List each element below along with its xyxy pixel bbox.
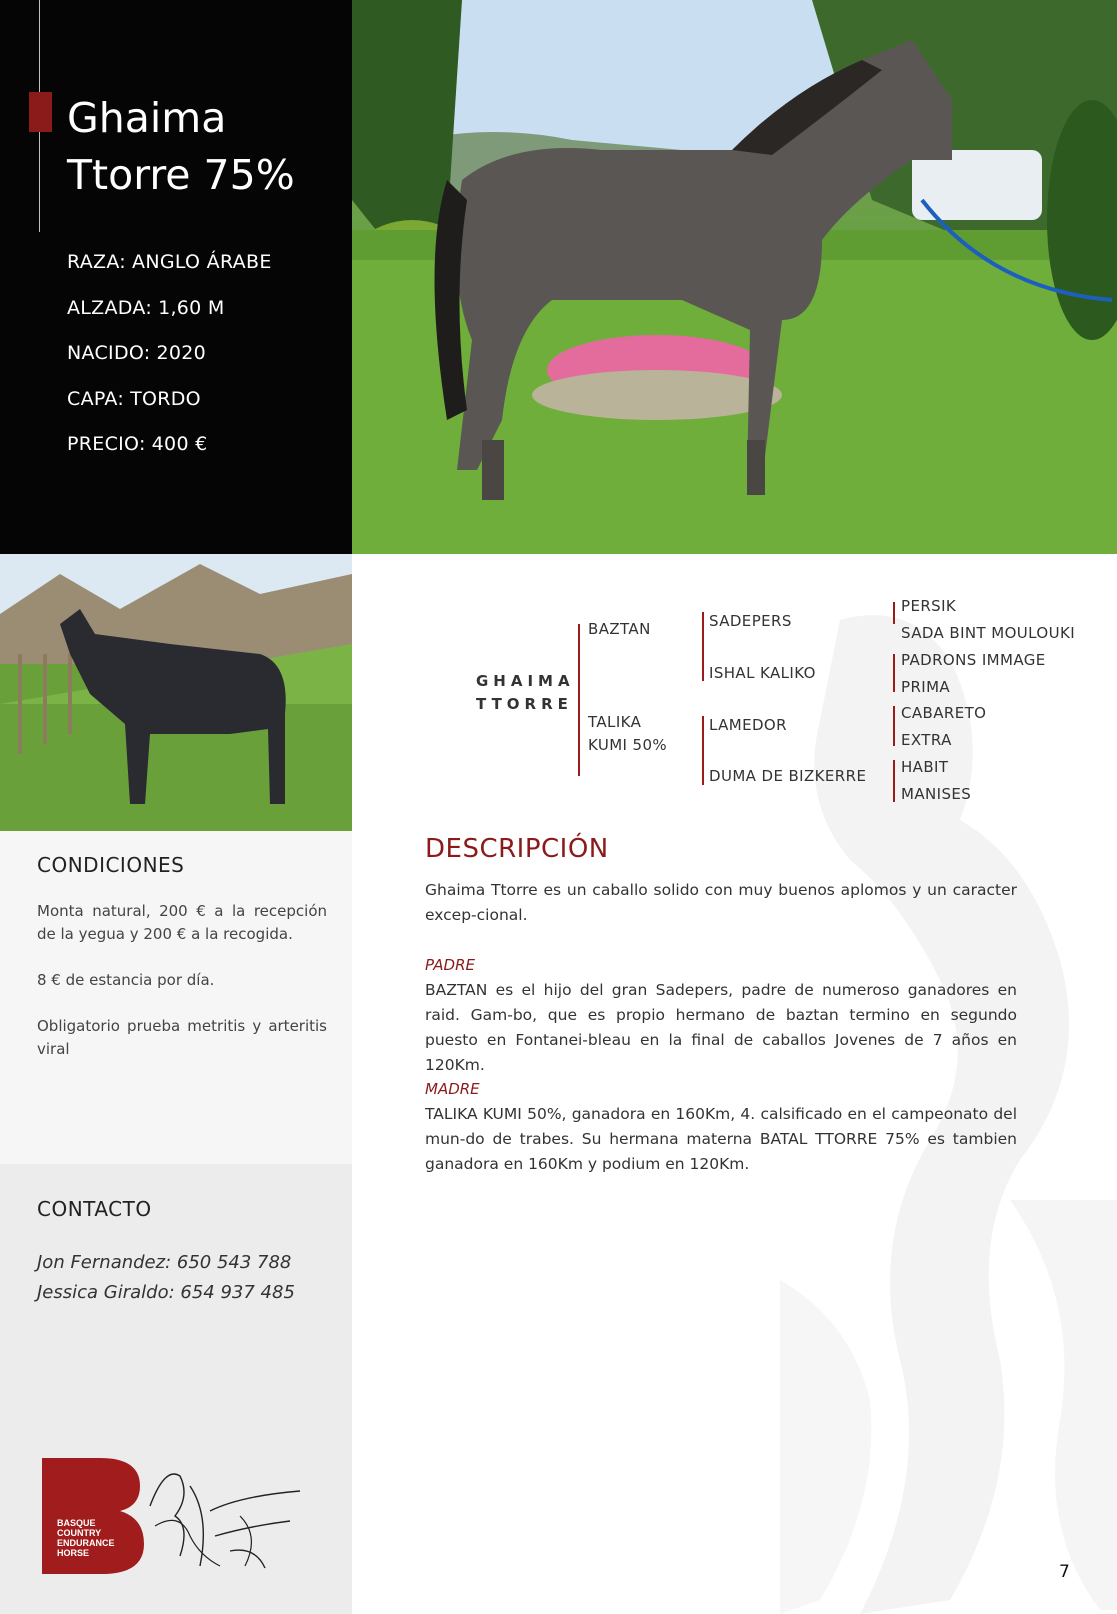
pedigree-grandparent: DUMA DE BIZKERRE: [709, 767, 867, 785]
basque-country-endurance-horse-logo: [40, 1456, 315, 1576]
pedigree-connector: [893, 602, 895, 624]
pedigree-dam: [588, 711, 667, 757]
condition-item: Monta natural, 200 € a la recepción de la yegua y 200 € a la recogida.: [37, 902, 327, 943]
spec-breed: [67, 251, 272, 273]
spec-height: [67, 297, 225, 319]
spec-label: NACIDO:: [67, 342, 151, 364]
spec-value: 2020: [156, 342, 207, 364]
pedigree-connector: [893, 706, 895, 746]
condition-item: 8 € de estancia por día.: [37, 971, 215, 989]
pedigree-root-line: TTORRE: [476, 695, 573, 713]
pedigree-great-grandparent: EXTRA: [901, 731, 952, 749]
pedigree-sire: BAZTAN: [588, 620, 651, 638]
spec-value: ANGLO ÁRABE: [132, 251, 272, 273]
spec-label: PRECIO:: [67, 433, 146, 455]
pedigree-dam-line: TALIKA: [588, 713, 642, 731]
horse-photo-secondary: [0, 554, 352, 831]
contact-line: Jon Fernandez: 650 543 788: [37, 1252, 292, 1273]
horse-photo-main: [352, 0, 1117, 554]
conditions-panel: [0, 831, 352, 1164]
pedigree-great-grandparent: MANISES: [901, 785, 972, 803]
logo-line: BASQUE: [57, 1518, 96, 1528]
spec-value: 1,60 M: [158, 297, 225, 319]
sire-heading: PADRE: [425, 956, 476, 974]
pedigree-connector: [578, 624, 580, 776]
title-accent-bar: [29, 92, 52, 132]
spec-coat: [67, 388, 201, 410]
pedigree-great-grandparent: HABIT: [901, 758, 949, 776]
pedigree-grandparent: SADEPERS: [709, 612, 792, 630]
pedigree-connector: [702, 612, 704, 681]
spec-label: ALZADA:: [67, 297, 153, 319]
pedigree-great-grandparent: PADRONS IMMAGE: [901, 651, 1046, 669]
pedigree-great-grandparent: SADA BINT MOULOUKI: [901, 624, 1076, 642]
horse-name-line-1: Ghaima: [67, 94, 227, 142]
pedigree-connector: [893, 760, 895, 802]
sire-description: BAZTAN es el hijo del gran Sadepers, padre de numeroso ganadores en raid. Gam-bo, que es propio hermano de baztan termino en segundo puesto en Fontanei-bleau en la final de caballos Jovenes de 7 años en 120Km.: [425, 981, 1017, 1074]
pedigree-root: [476, 670, 575, 716]
spec-label: CAPA:: [67, 388, 125, 410]
pedigree-connector: [702, 716, 704, 785]
hero-panel: [0, 0, 352, 554]
horse-name: [67, 90, 347, 204]
pedigree-great-grandparent: PRIMA: [901, 678, 951, 696]
spec-value: TORDO: [130, 388, 201, 410]
logo-line: ENDURANCE: [57, 1538, 115, 1548]
horse-name-line-2: Ttorre 75%: [67, 151, 295, 199]
description-intro: Ghaima Ttorre es un caballo solido con muy buenos aplomos y un caracter excep-cional.: [425, 881, 1017, 924]
description-heading: DESCRIPCIÓN: [425, 834, 609, 864]
contact-line: Jessica Giraldo: 654 937 485: [37, 1282, 295, 1303]
pedigree-grandparent: LAMEDOR: [709, 716, 787, 734]
horse-photo-secondary-illustration: [0, 554, 352, 831]
pedigree-great-grandparent: CABARETO: [901, 704, 987, 722]
conditions-heading: CONDICIONES: [37, 853, 185, 877]
dam-heading: MADRE: [425, 1080, 480, 1098]
pedigree-root-line: GHAIMA: [476, 672, 575, 690]
logo-wordmark: [57, 1518, 137, 1558]
horse-photo-main-illustration: [352, 0, 1117, 554]
dam-description: TALIKA KUMI 50%, ganadora en 160Km, 4. calsificado en el campeonato del mun-do de trabes. Su hermana materna BATAL TTORRE 75% es tambien ganadora en 160Km y podium en 120Km.: [425, 1105, 1017, 1173]
pedigree-dam-line: KUMI 50%: [588, 736, 668, 754]
spec-price: [67, 433, 208, 455]
condition-item: Obligatorio prueba metritis y arteritis viral: [37, 1017, 327, 1058]
pedigree-connector: [893, 654, 895, 692]
logo-line: HORSE: [57, 1548, 90, 1558]
logo-line: COUNTRY: [57, 1528, 102, 1538]
page-number: 7: [1059, 1562, 1070, 1582]
spec-value: 400 €: [151, 433, 208, 455]
pedigree-great-grandparent: PERSIK: [901, 597, 957, 615]
spec-label: RAZA:: [67, 251, 127, 273]
contact-heading: CONTACTO: [37, 1197, 152, 1221]
pedigree-grandparent: ISHAL KALIKO: [709, 664, 816, 682]
spec-born: [67, 342, 206, 364]
